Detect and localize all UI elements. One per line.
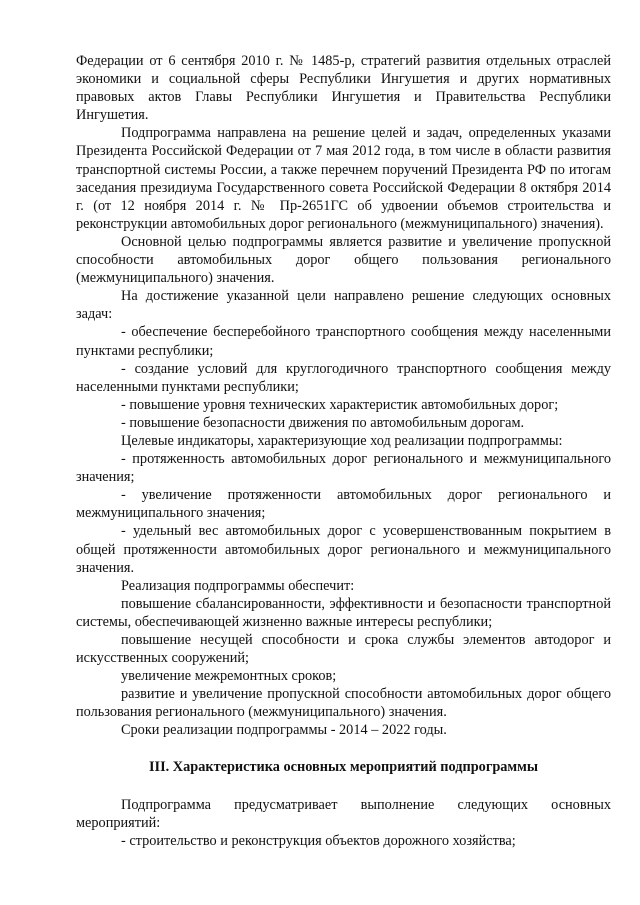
list-item-result-3: увеличение межремонтных сроков; [121, 668, 337, 685]
list-item-result-1: повышение сбалансированности, эффективности и безопасности транспортной системы, обеспечивающей жизненно важные интересы республики; [76, 595, 611, 630]
paragraph-measures-intro: Подпрограмма предусматривает выполнение следующих основных мероприятий: [76, 796, 611, 831]
body-text-after [76, 796, 611, 850]
list-item-indicator-2: - увеличение протяженности автомобильных дорог регионального и межмуниципального значения; [76, 487, 611, 522]
paragraph-tasks-intro: На достижение указанной цели направлено решение следующих основных задач: [76, 288, 611, 323]
paragraph-timeframe: Сроки реализации подпрограммы - 2014 – 2022 годы. [121, 722, 447, 739]
paragraph-results-intro: Реализация подпрограммы обеспечит: [121, 577, 355, 594]
section-heading: III. Характеристика основных мероприятий подпрограммы [148, 758, 539, 775]
list-item-indicator-3: - удельный вес автомобильных дорог с усовершенствованным покрытием в общей протяженности автомобильных дорог регионального и межмуниципального значения. [76, 523, 611, 576]
list-item-task-1: - обеспечение бесперебойного транспортного сообщения между населенными пунктами республики; [76, 324, 611, 359]
list-item-result-2: повышение несущей способности и срока службы элементов автодорог и искусственных сооружений; [76, 632, 611, 667]
list-item-task-2: - создание условий для круглогодичного транспортного сообщения между населенными пунктами республики; [76, 360, 611, 395]
paragraph-continuation: Федерации от 6 сентября 2010 г. № 1485-р, стратегий развития отдельных отраслей экономики и социальной сферы Республики Ингушетия и других нормативных правовых актов Главы Республики Ингушетия и Правительства Республики Ингушетия. [76, 53, 611, 124]
body-text [76, 52, 611, 740]
paragraph-purpose: Подпрограмма направлена на решение целей и задач, определенных указами Президента Российской Федерации от 7 мая 2012 года, в том числе в области развития транспортной системы России, а также перечнем поручений Президента РФ по итогам заседания президиума Государственного совета Российской Федерации 8 октября 2014 г. (от 12 ноября 2014 г. № Пр-2651ГС об удвоении объемов строительства и реконструкции автомобильных дорог регионального (межмуниципального) значения). [76, 125, 611, 232]
paragraph-main-goal: Основной целью подпрограммы является развитие и увеличение пропускной способности автомобильных дорог общего пользования регионального (межмуниципального) значения. [76, 233, 611, 287]
paragraph-indicators-intro: Целевые индикаторы, характеризующие ход реализации подпрограммы: [121, 432, 563, 449]
list-item-indicator-1: - протяженность автомобильных дорог регионального и межмуниципального значения; [76, 451, 611, 486]
list-item-task-4: - повышение безопасности движения по автомобильным дорогам. [121, 414, 525, 431]
list-item-measure-1: - строительство и реконструкция объектов дорожного хозяйства; [121, 832, 516, 849]
list-item-result-4: развитие и увеличение пропускной способности автомобильных дорог общего пользования регионального (межмуниципального) значения. [76, 686, 611, 721]
document-page [76, 52, 611, 850]
list-item-task-3: - повышение уровня технических характеристик автомобильных дорог; [121, 396, 559, 413]
